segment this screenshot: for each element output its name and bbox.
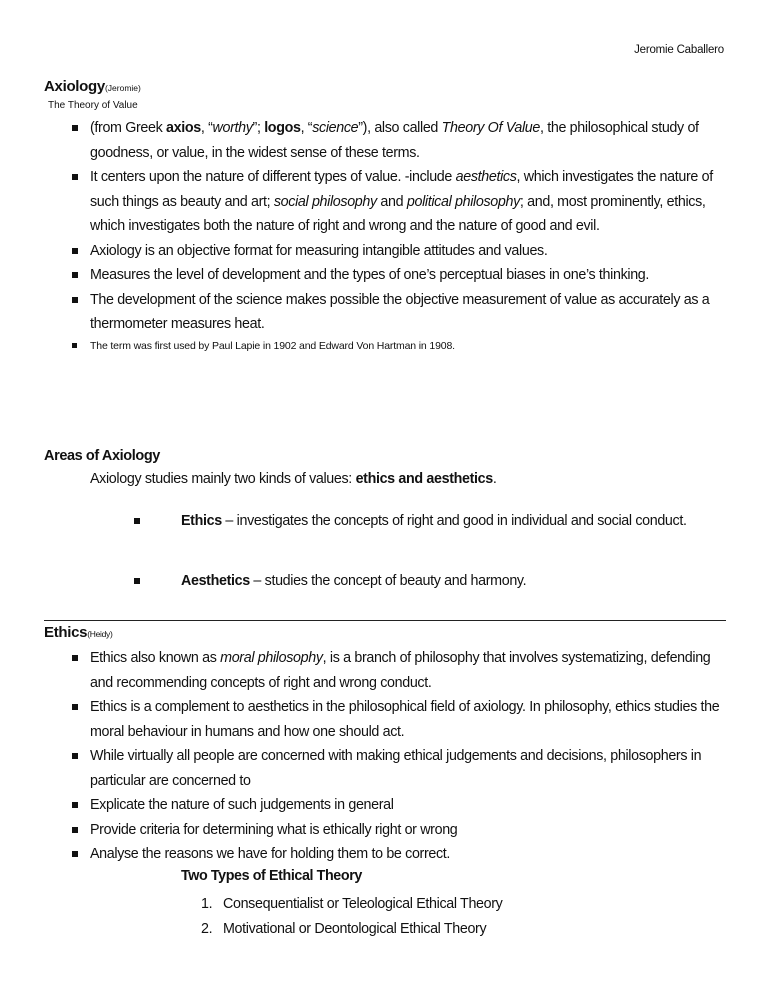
area-item-aesthetics [134,569,734,594]
list-item-text: science [312,120,359,136]
list-item-text: Measures the level of development and the types of one’s perceptual biases in one’s thinking. [90,267,650,283]
ethical-theory-heading: Two Types of Ethical Theory [181,868,362,884]
list-item [70,116,730,165]
list-item [70,165,730,239]
list-item-text: , “ [200,120,213,136]
areas-intro-end: . [492,471,497,487]
square-bullet-icon [72,248,78,254]
list-item-text: , “ [300,120,313,136]
ethical-theory-item [201,917,502,942]
list-item-text: moral philosophy [220,650,323,666]
ethical-theory-item [201,892,502,917]
list-item-text: The development of the science makes possible the objective measurement of value as accurately as a thermometer measures heat. [90,291,710,332]
list-item-text: Axiology is an objective format for measuring intangible attitudes and values. [90,242,548,259]
ethics-bullet-list [70,646,730,867]
list-item [70,818,730,843]
square-bullet-icon [72,655,78,661]
square-bullet-icon [134,578,140,584]
list-item-text: axios [166,120,201,136]
list-item [70,744,730,793]
square-bullet-icon [72,343,77,348]
list-number: 1. [201,896,213,912]
square-bullet-icon [134,518,140,524]
list-item-text: Ethics also known as [90,650,221,666]
areas-intro-text: Axiology studies mainly two kinds of values: [90,471,356,487]
list-item-text: ; and, most prominently, ethics, which investigates both the nature of right and wrong and the nature of good and evil. [90,193,706,234]
list-item-text: It centers upon the nature of different types of value. -include [90,169,456,185]
ethical-theory-label: Motivational or Deontological Ethical Theory [223,921,487,937]
square-bullet-icon [72,704,78,710]
area-item-ethics [134,509,734,534]
square-bullet-icon [72,851,78,857]
axiology-heading [44,78,141,95]
list-item [70,337,730,355]
list-item-text: worthy [212,120,253,136]
areas-heading: Areas of Axiology [44,448,160,464]
list-item [70,842,730,867]
axiology-bullet-list [70,116,730,355]
list-item [70,239,730,264]
list-item [70,793,730,818]
list-item-text: While virtually all people are concerned with making ethical judgements and decisions, philosophers in particular are concerned to [90,748,702,789]
square-bullet-icon [72,753,78,759]
ethical-theory-list [201,892,502,942]
area-definition: – studies the concept of beauty and harmony. [249,573,527,589]
axiology-author-note: (Jeromie) [104,83,141,93]
section-divider [44,620,726,621]
areas-intro [90,471,496,487]
area-definition: – investigates the concepts of right and good in individual and social conduct. [221,513,687,529]
square-bullet-icon [72,802,78,808]
list-item-text: aesthetics [455,169,517,185]
axiology-subtitle: The Theory of Value [48,100,138,111]
area-term: Ethics [181,513,222,529]
list-item-text: Provide criteria for determining what is ethically right or wrong [90,821,458,838]
ethical-theory-label: Consequentialist or Teleological Ethical Theory [223,896,503,912]
list-item-text: , the philosophical study of goodness, or value, in the widest sense of these terms. [90,120,699,161]
list-item-text: political philosophy [406,193,520,210]
areas-intro-bold: ethics and aesthetics [355,471,493,487]
ethics-heading [44,624,113,641]
list-item-text: Theory Of Value [441,120,540,136]
list-item-text: and [376,193,407,210]
list-item [70,263,730,288]
ethics-author-note: (Heidy) [87,629,113,639]
square-bullet-icon [72,297,78,303]
list-item-text: Analyse the reasons we have for holding them to be correct. [90,846,451,862]
ethics-title: Ethics [44,624,88,641]
area-term: Aesthetics [181,573,250,589]
list-item-text: Ethics is a complement to aesthetics in the philosophical field of axiology. In philosophy, ethics studies the moral behaviour in humans and how one should act. [90,699,720,740]
list-item [70,646,730,695]
axiology-title: Axiology [44,78,105,95]
list-item [70,695,730,744]
list-item-text: , which investigates the nature of such things as beauty and art; [90,169,713,210]
list-item-text: social philosophy [273,193,377,210]
square-bullet-icon [72,125,78,131]
list-item-text: ”), also called [358,120,442,136]
list-item [70,288,730,337]
square-bullet-icon [72,827,78,833]
author-name: Jeromie Caballero [634,44,724,56]
square-bullet-icon [72,272,78,278]
list-item-text: The term was first used by Paul Lapie in 1902 and Edward Von Hartman in 1908. [90,339,455,352]
square-bullet-icon [72,174,78,180]
list-item-text: logos [264,120,301,136]
list-item-text: ”; [252,120,265,136]
list-item-text: Explicate the nature of such judgements in general [90,797,394,813]
list-item-text: (from Greek [90,120,167,136]
list-item-text: , is a branch of philosophy that involves systematizing, defending and recommending concepts of right and wrong conduct. [90,650,711,691]
list-number: 2. [201,921,213,937]
